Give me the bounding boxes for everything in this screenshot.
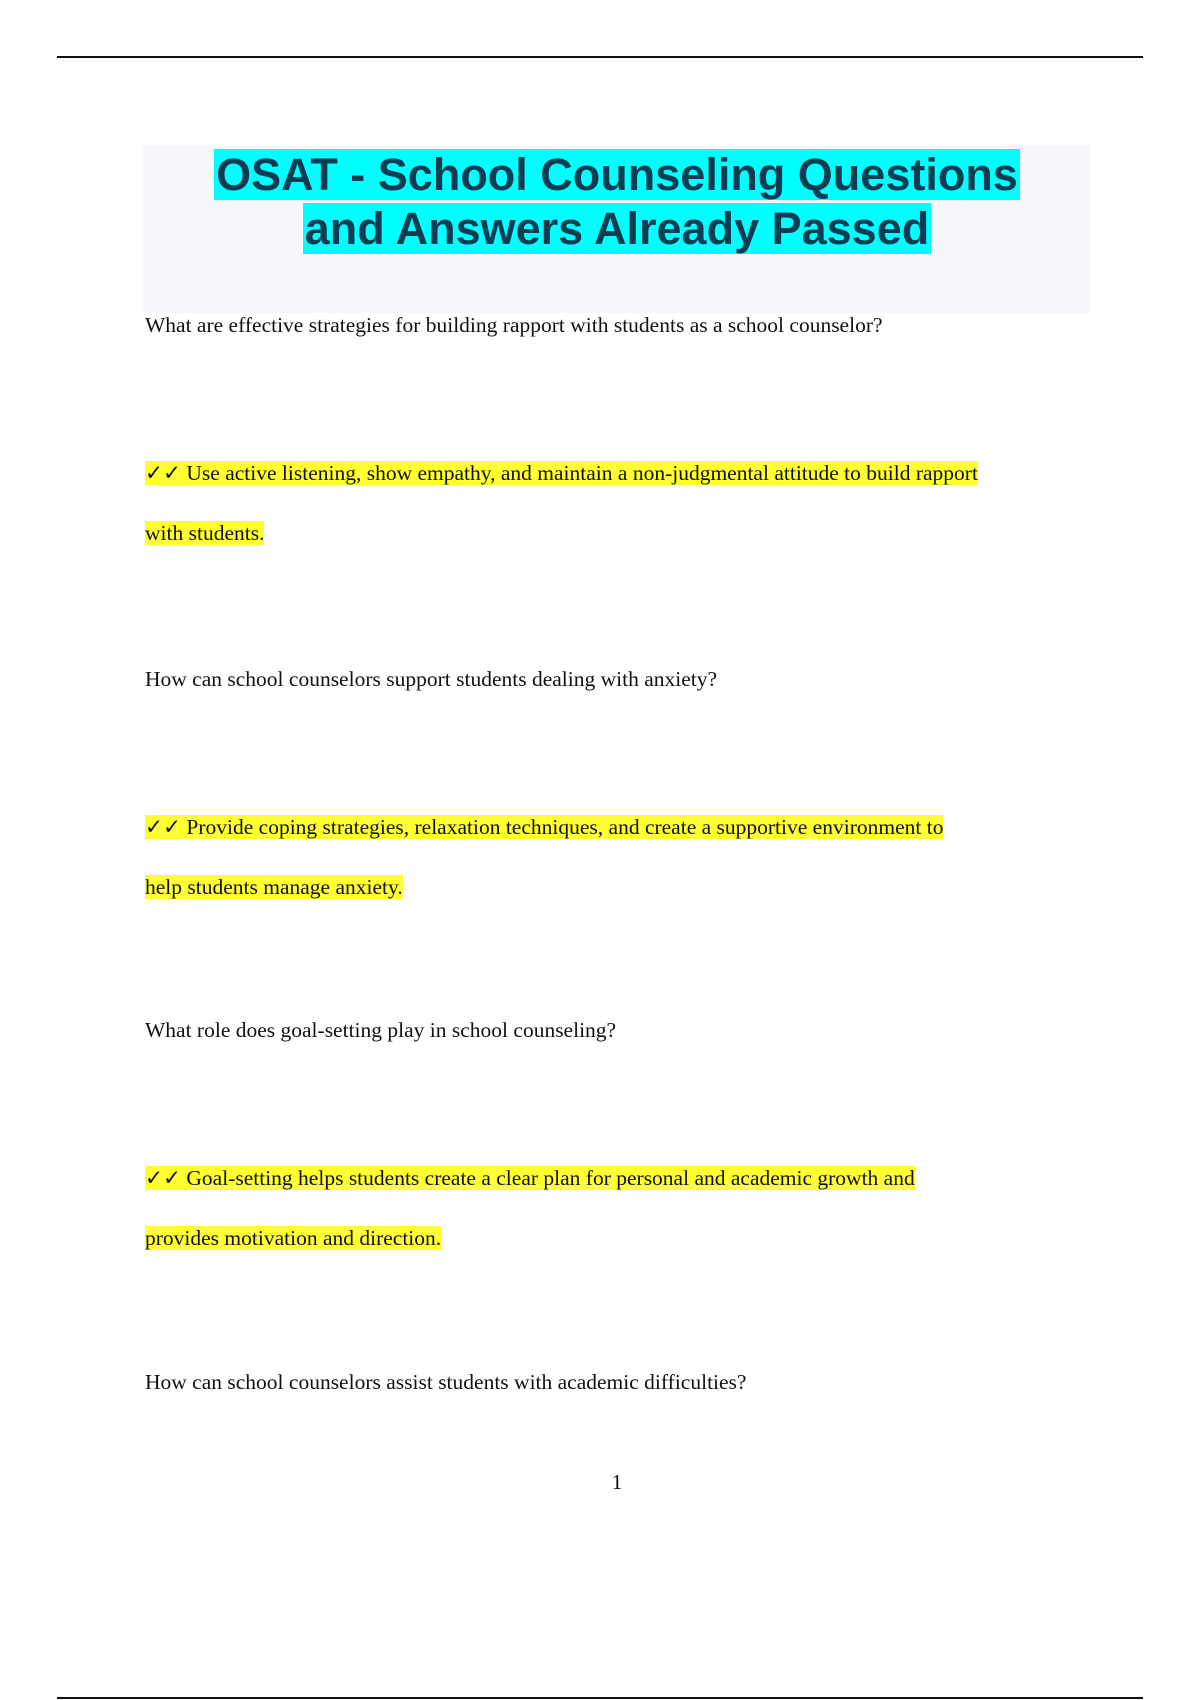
answer-1-line-2: with students. xyxy=(145,521,265,545)
answer-2-line-2: help students manage anxiety. xyxy=(145,875,403,899)
question-4: How can school counselors assist students with academic difficulties? xyxy=(145,1370,747,1394)
question-2: How can school counselors support students dealing with anxiety? xyxy=(145,667,718,691)
title-line-2: and Answers Already Passed xyxy=(304,203,930,254)
document-title xyxy=(143,148,1091,256)
title-line-1: OSAT - School Counseling Questions xyxy=(216,149,1018,200)
question-1: What are effective strategies for building rapport with students as a school counselor? xyxy=(145,313,883,337)
top-rule xyxy=(57,56,1143,58)
bottom-rule xyxy=(57,1697,1143,1699)
answer-1 xyxy=(145,443,1085,563)
question-3: What role does goal-setting play in school counseling? xyxy=(145,1018,617,1042)
answer-2 xyxy=(145,797,1085,917)
answer-3-line-1: ✓✓ Goal-setting helps students create a clear plan for personal and academic growth and xyxy=(145,1166,915,1190)
answer-3 xyxy=(145,1148,1085,1268)
page-number: 1 xyxy=(611,1470,623,1494)
answer-3-line-2: provides motivation and direction. xyxy=(145,1226,442,1250)
answer-2-line-1: ✓✓ Provide coping strategies, relaxation techniques, and create a supportive environment to xyxy=(145,815,944,839)
answer-1-line-1: ✓✓ Use active listening, show empathy, and maintain a non-judgmental attitude to build rapport xyxy=(145,461,978,485)
